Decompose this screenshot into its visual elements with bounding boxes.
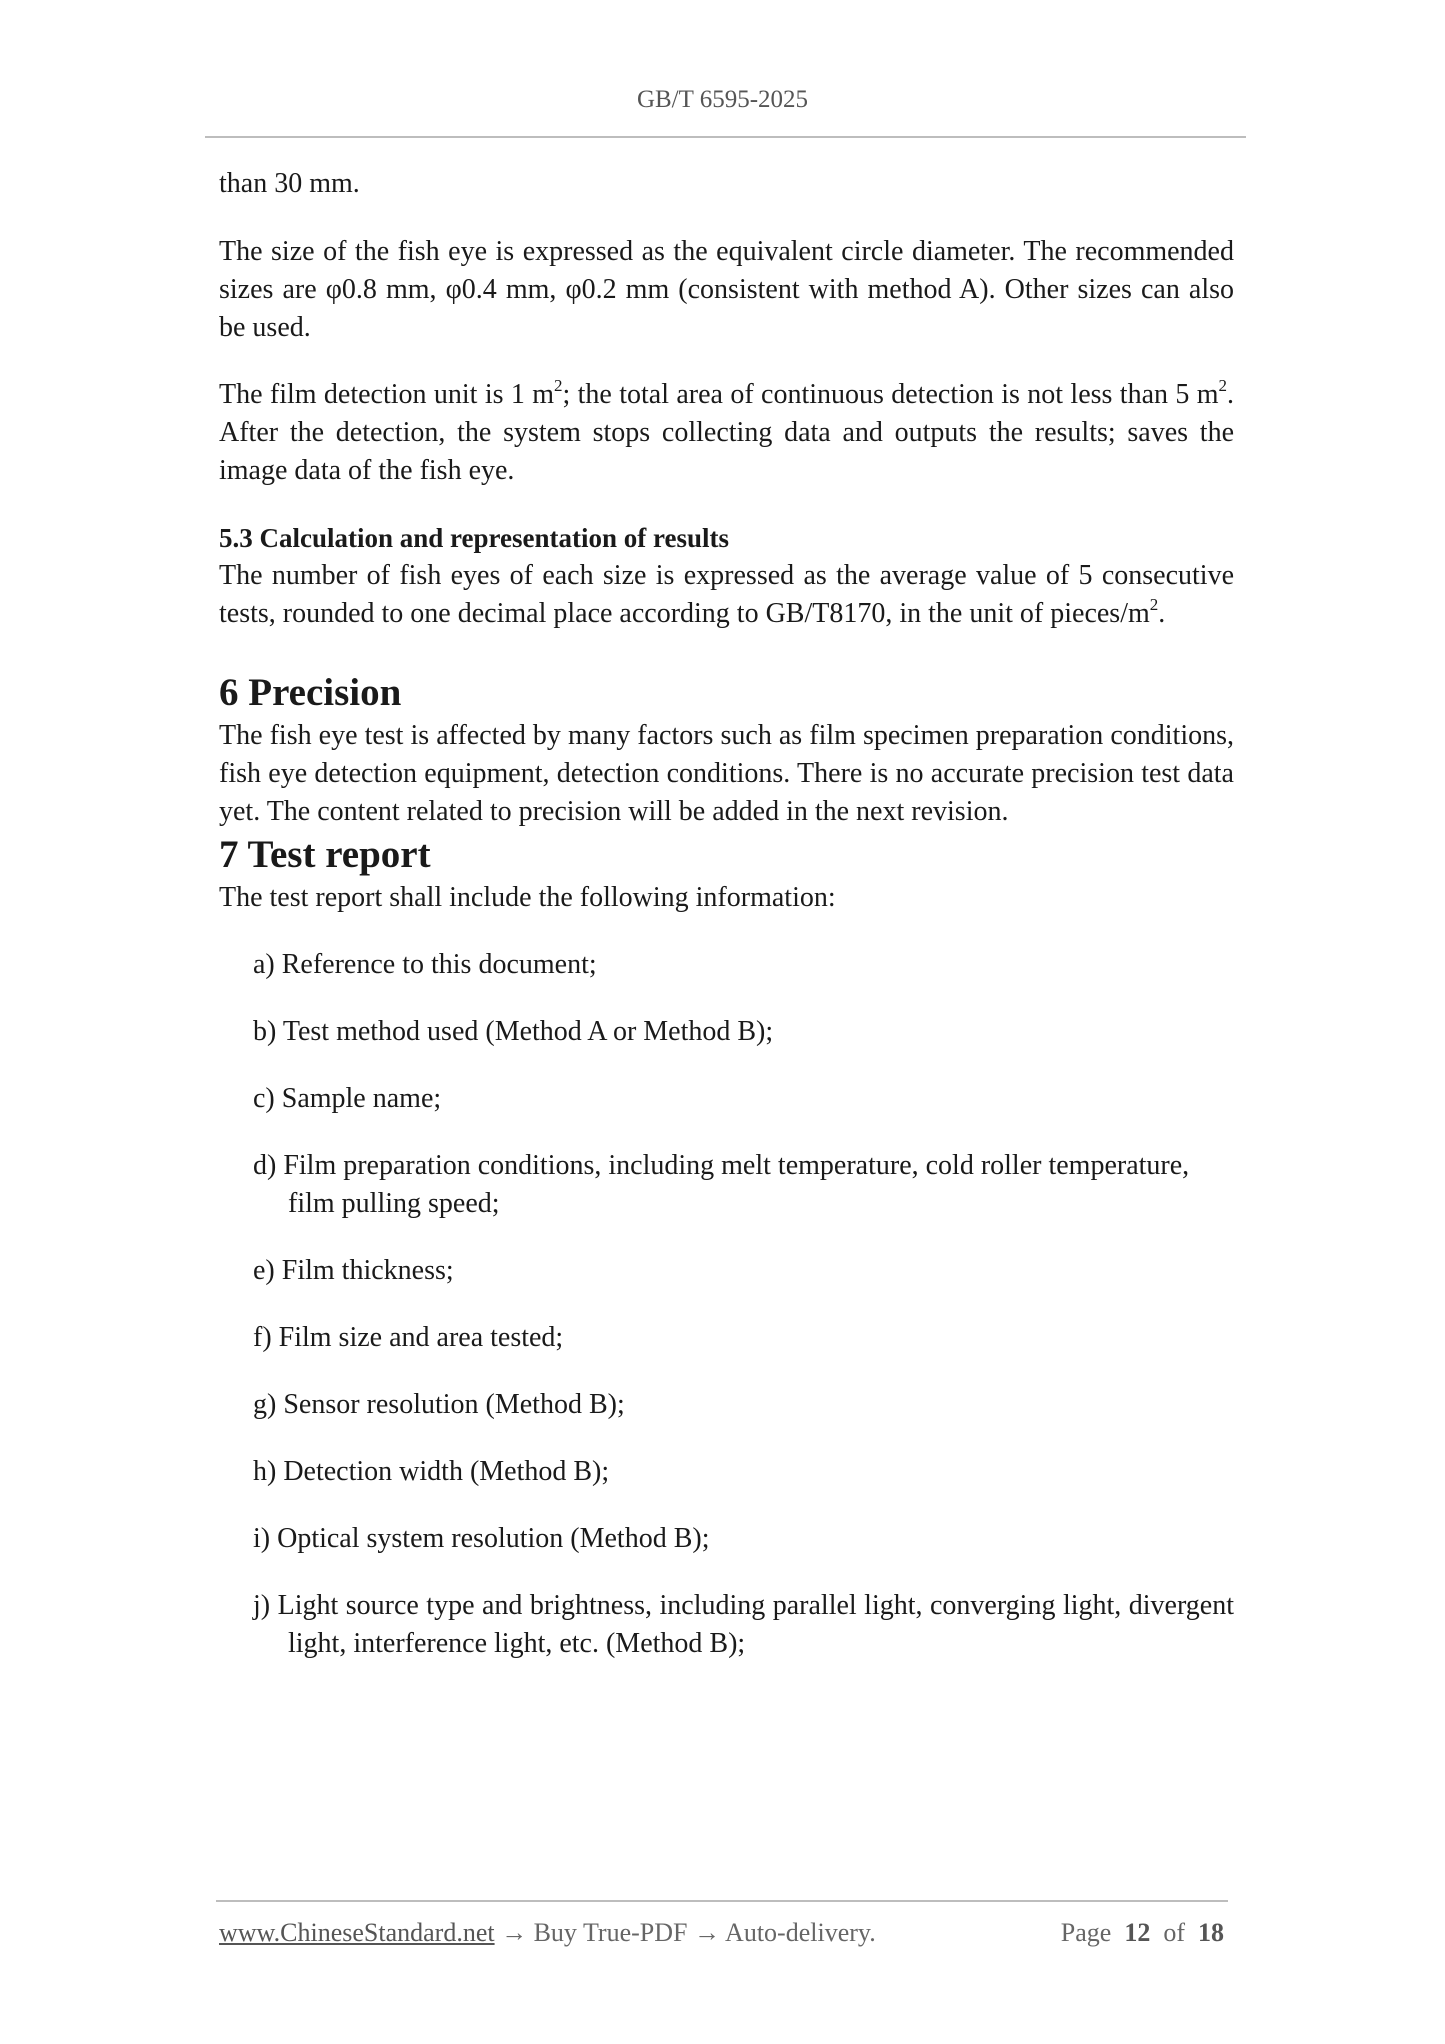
paragraph-results [219, 557, 1234, 633]
paragraph-continuation: than 30 mm. [219, 168, 360, 199]
list-item [219, 1386, 1234, 1424]
text-run: . After the detection, the system stops collecting data and outputs the results; saves the image data of the fish eye. [219, 379, 1234, 486]
page-footer [219, 1918, 1224, 1948]
list-item [219, 1013, 1234, 1051]
paragraph-detection-unit [219, 376, 1234, 490]
footer-divider [216, 1900, 1228, 1902]
list-item [219, 1453, 1234, 1491]
list-item-text: c) Sample name; [253, 1083, 442, 1114]
list-item [219, 1147, 1234, 1223]
document-body [219, 165, 1234, 1692]
list-item-text: b) Test method used (Method A or Method B); [253, 1016, 774, 1047]
section-5-3-heading: 5.3 Calculation and representation of results [219, 523, 730, 553]
superscript: 2 [1149, 595, 1159, 614]
list-item [219, 1520, 1234, 1558]
header-divider [205, 136, 1246, 138]
list-item-text: h) Detection width (Method B); [253, 1456, 610, 1487]
list-item-text: d) Film preparation conditions, including melt temperature, cold roller temperature, film pulling speed; [253, 1150, 1190, 1219]
list-item [219, 1080, 1234, 1118]
list-item-text: a) Reference to this document; [253, 949, 597, 980]
superscript: 2 [554, 376, 563, 395]
footer-promo [219, 1918, 876, 1948]
section-7-heading: 7 Test report [219, 833, 431, 876]
list-item [219, 946, 1234, 984]
page-label: Page [1060, 1918, 1112, 1947]
page-header: GB/T 6595-2025 [636, 86, 809, 113]
list-item-text: e) Film thickness; [253, 1255, 454, 1286]
report-items-list [219, 946, 1234, 1663]
text-run: The number of fish eyes of each size is expressed as the average value of 5 consecutive tests, rounded to one decimal place according to GB/T8170, in the unit of pieces/m [219, 560, 1234, 629]
list-item-text: i) Optical system resolution (Method B); [253, 1523, 710, 1554]
list-item [219, 1252, 1234, 1290]
paragraph-report-intro: The test report shall include the following information: [219, 882, 836, 913]
page-total: 18 [1198, 1918, 1224, 1947]
section-6-heading: 6 Precision [219, 671, 402, 714]
page-number [1061, 1918, 1224, 1948]
page-current: 12 [1124, 1918, 1151, 1947]
text-run: ; the total area of continuous detection is not less than 5 m [562, 379, 1219, 410]
list-item-text: g) Sensor resolution (Method B); [253, 1389, 625, 1420]
paragraph-fish-eye-size: The size of the fish eye is expressed as the equivalent circle diameter. The recommended sizes are φ0.8 mm, φ0.4 mm, φ0.2 mm (consistent with method A). Other sizes can also be used. [219, 236, 1234, 343]
text-run: . [1158, 598, 1166, 629]
list-item-text: f) Film size and area tested; [253, 1322, 564, 1353]
footer-promo-text: → Buy True-PDF → Auto-delivery. [494, 1918, 876, 1947]
website-link[interactable]: www.ChineseStandard.net [219, 1918, 495, 1947]
list-item [219, 1319, 1234, 1357]
paragraph-precision: The fish eye test is affected by many factors such as film specimen preparation conditions, fish eye detection equipment, detection conditions. There is no accurate precision test data yet. The content related to precision will be added in the next revision. [219, 720, 1234, 827]
list-item-text: j) Light source type and brightness, including parallel light, converging light, divergent light, interference light, etc. (Method B); [253, 1590, 1234, 1659]
superscript: 2 [1218, 376, 1227, 395]
text-run: The film detection unit is 1 m [219, 379, 555, 410]
page-of: of [1163, 1918, 1185, 1947]
list-item [219, 1587, 1234, 1663]
